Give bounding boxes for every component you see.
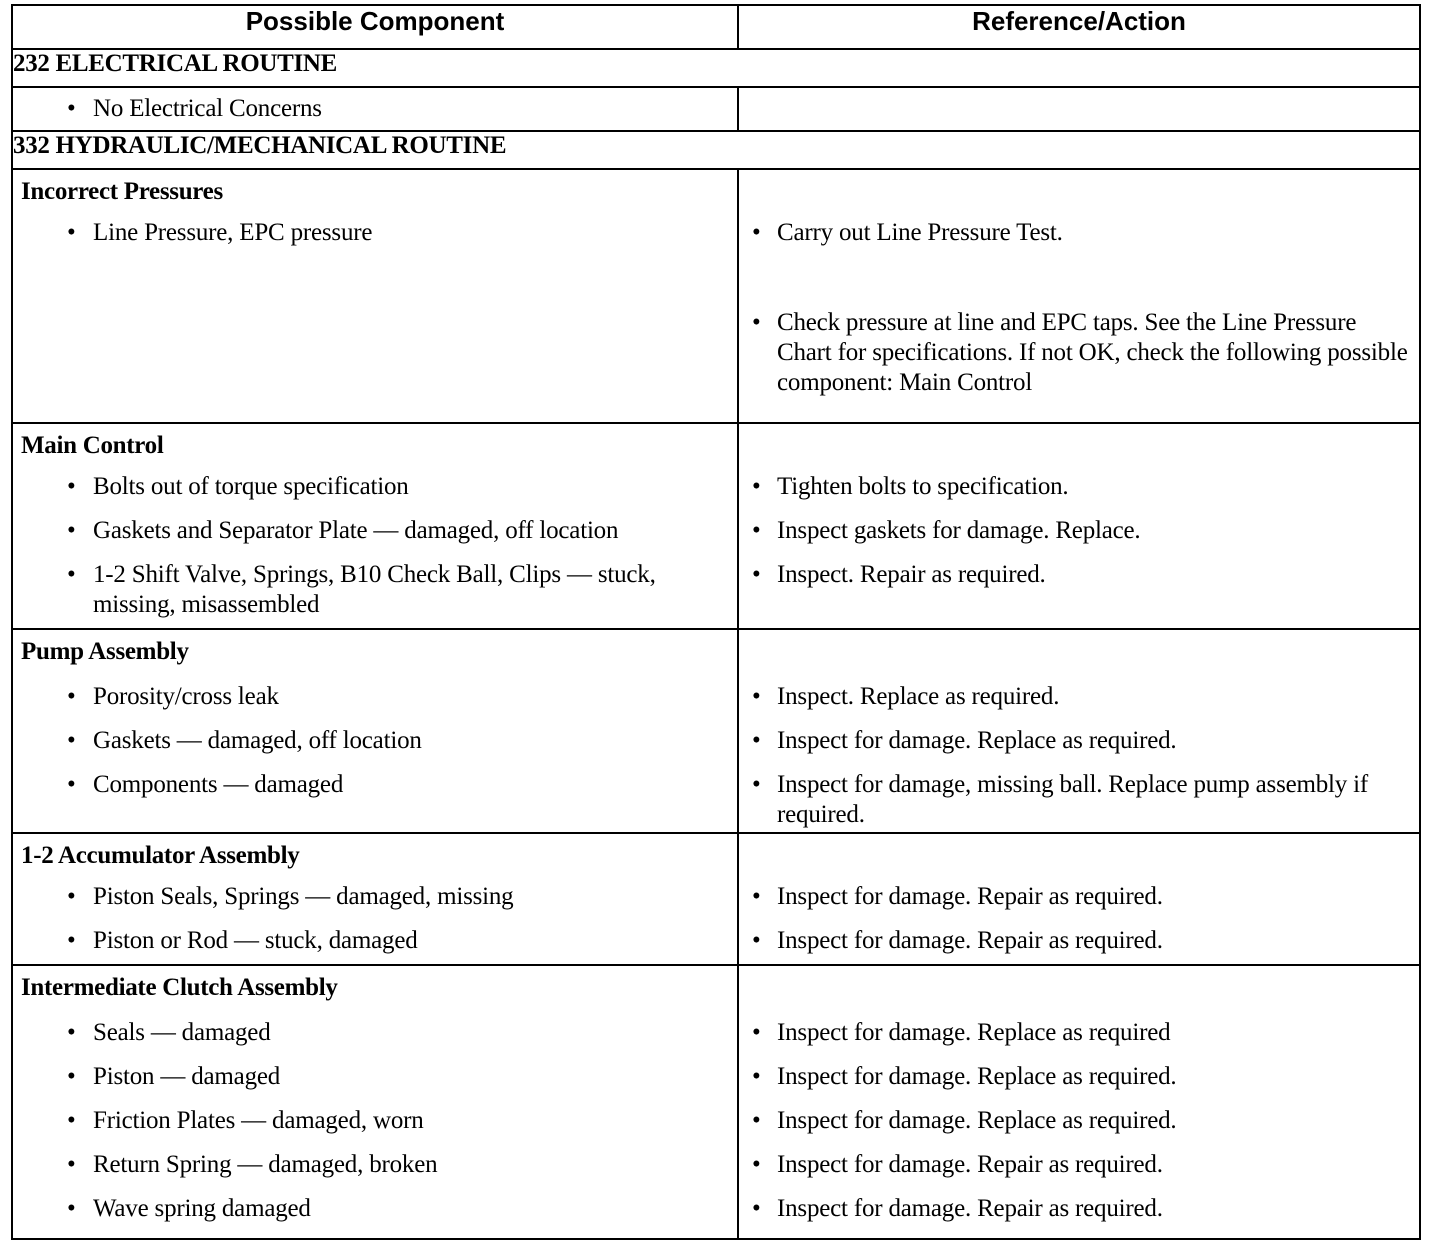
action-cell [738, 423, 1420, 629]
action-item: • Inspect for damage. Replace as required. [739, 1062, 1419, 1092]
component-item: • Piston or Rod — stuck, damaged [13, 926, 737, 956]
action-item: • Inspect for damage, missing ball. Replace pump assembly if required. [739, 770, 1419, 830]
group-title: Incorrect Pressures [21, 178, 223, 205]
header-possible-component: Possible Component [12, 5, 738, 49]
component-item: • Wave spring damaged [13, 1194, 737, 1224]
action-item: • Inspect. Replace as required. [739, 682, 1419, 712]
action-item: • Inspect. Repair as required. [739, 560, 1419, 590]
group-row-accumulator-assembly [12, 833, 1420, 965]
component-item: • Friction Plates — damaged, worn [13, 1106, 737, 1136]
group-row-pump-assembly [12, 629, 1420, 833]
group-title: Pump Assembly [21, 638, 189, 665]
action-item: • Inspect for damage. Replace as required. [739, 726, 1419, 756]
component-item: • Line Pressure, EPC pressure [13, 218, 737, 248]
group-title: Intermediate Clutch Assembly [21, 974, 338, 1001]
component-item: • 1-2 Shift Valve, Springs, B10 Check Ball, Clips — stuck, missing, misassembled [13, 560, 737, 620]
header-row [12, 5, 1420, 49]
component-item: • Bolts out of torque specification [13, 472, 737, 502]
action-item: • Inspect gaskets for damage. Replace. [739, 516, 1419, 546]
table-row [12, 87, 1420, 131]
component-item: • Gaskets and Separator Plate — damaged, off location [13, 516, 737, 546]
action-item: • Carry out Line Pressure Test. [739, 218, 1419, 248]
action-item: • Inspect for damage. Replace as required [739, 1018, 1419, 1048]
section-row-electrical [12, 49, 1420, 87]
component-cell [12, 169, 738, 423]
component-item: • Seals — damaged [13, 1018, 737, 1048]
component-cell [12, 629, 738, 833]
component-item: • Piston Seals, Springs — damaged, missing [13, 882, 737, 912]
action-cell [738, 629, 1420, 833]
action-item: • Inspect for damage. Repair as required. [739, 1194, 1419, 1224]
action-item: • Inspect for damage. Replace as required. [739, 1106, 1419, 1136]
component-cell [12, 833, 738, 965]
action-item: • Inspect for damage. Repair as required. [739, 926, 1419, 956]
group-title: 1-2 Accumulator Assembly [21, 842, 300, 869]
group-row-intermediate-clutch [12, 965, 1420, 1239]
section-title-hydraulic: 332 HYDRAULIC/MECHANICAL ROUTINE [12, 131, 1420, 169]
section-title-electrical: 232 ELECTRICAL ROUTINE [12, 49, 1420, 87]
component-item: • No Electrical Concerns [13, 94, 737, 124]
action-cell [738, 169, 1420, 423]
group-row-main-control [12, 423, 1420, 629]
component-item: • Gaskets — damaged, off location [13, 726, 737, 756]
action-item: • Inspect for damage. Repair as required. [739, 882, 1419, 912]
component-cell [12, 87, 738, 131]
component-item: • Piston — damaged [13, 1062, 737, 1092]
action-item: • Check pressure at line and EPC taps. See the Line Pressure Chart for specifications. If not OK, check the following possible component: Main Control [739, 308, 1419, 398]
group-row-incorrect-pressures [12, 169, 1420, 423]
section-row-hydraulic [12, 131, 1420, 169]
action-item: • Tighten bolts to specification. [739, 472, 1419, 502]
action-item: • Inspect for damage. Repair as required. [739, 1150, 1419, 1180]
action-cell [738, 965, 1420, 1239]
component-item: • Return Spring — damaged, broken [13, 1150, 737, 1180]
action-cell [738, 833, 1420, 965]
action-cell [738, 87, 1420, 131]
component-item: • Components — damaged [13, 770, 737, 800]
component-cell [12, 423, 738, 629]
group-title: Main Control [21, 432, 164, 459]
component-cell [12, 965, 738, 1239]
component-item: • Porosity/cross leak [13, 682, 737, 712]
diagnosis-table [11, 4, 1421, 1240]
header-reference-action: Reference/Action [738, 5, 1420, 49]
